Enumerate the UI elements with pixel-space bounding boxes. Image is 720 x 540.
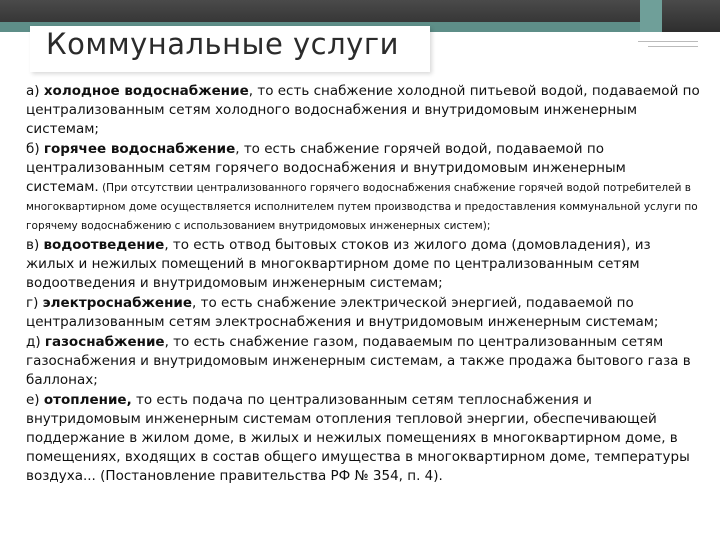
slide-body: [26, 82, 702, 487]
item-prefix: а): [26, 83, 44, 99]
item-a: [26, 82, 702, 139]
item-text: , то есть снабжение газом, подаваемым по централизованным сетям газоснабжения и внутридомовым инженерным системам, а также продажа бытового газа в баллонах;: [26, 334, 691, 388]
item-v: [26, 236, 702, 293]
item-prefix: в): [26, 237, 44, 253]
accent-tab: [640, 0, 662, 32]
item-term: газоснабжение: [44, 334, 165, 350]
item-text: , то есть отвод бытовых стоков из жилого дома (домовладения), из жилых и нежилых помещений в многоквартирном доме по централизованным сетям водоотведения и внутридомовым инженерным системам;: [26, 237, 651, 291]
item-text: , то есть снабжение электрической энергией, подаваемой по централизованным сетям электроснабжения и внутридомовым инженерным системам;: [26, 295, 659, 330]
item-term: горячее водоснабжение: [43, 141, 236, 157]
item-term: холодное водоснабжение: [43, 83, 249, 99]
item-term: электроснабжение: [42, 295, 193, 311]
item-prefix: д): [26, 334, 45, 350]
item-prefix: е): [26, 392, 44, 408]
item-term: водоотведение: [43, 237, 165, 253]
item-text: , то есть снабжение горячей водой, подаваемой по централизованным сетям горячего водоснабжения и внутридомовым инженерным системам.: [26, 141, 626, 195]
decor-line: [648, 46, 698, 47]
item-prefix: б): [26, 141, 44, 157]
item-note: (При отсутствии централизованного горячего водоснабжения снабжение горячей водой потребителей в многоквартирном доме осуществляется исполнителем путем производства и предоставления коммунальной услуги по горячему водоснабжению с использованием внутридомовых инженерных систем);: [26, 182, 698, 232]
item-prefix: г): [26, 295, 43, 311]
item-text: , то есть снабжение холодной питьевой водой, подаваемой по централизованным сетям холодного водоснабжения и внутридомовым инженерным системам;: [26, 83, 700, 137]
item-d: [26, 333, 702, 390]
item-e: [26, 391, 702, 486]
item-g: [26, 294, 702, 332]
slide-title: Коммунальные услуги: [46, 27, 399, 61]
item-text: то есть подача по централизованным сетям теплоснабжения и внутридомовым инженерным системам отопления тепловой энергии, обеспечивающей поддержание в жилом доме, в жилых и нежилых помещениях в многоквартирном доме, в помещениях, входящих в состав общего имущества в многоквартирном доме, температуры воздуха... (Постановление правительства РФ № 354, п. 4).: [26, 392, 690, 484]
decor-line: [638, 41, 698, 42]
item-b: [26, 140, 702, 235]
item-term: отопление,: [43, 392, 132, 408]
